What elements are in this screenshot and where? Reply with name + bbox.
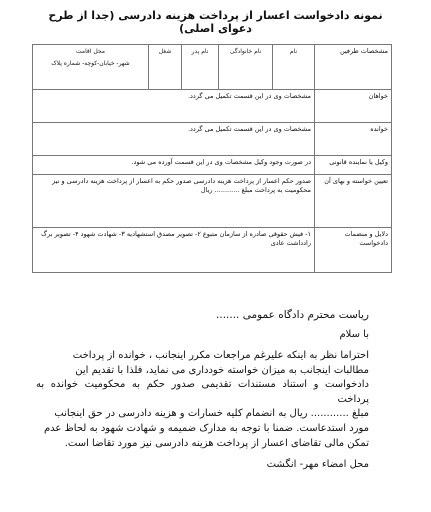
table-row (33, 90, 392, 123)
row-content-vakil: در صورت وجود وکیل مشخصات وی در این قسمت آورده می شود. (33, 156, 315, 175)
header-name: نام (273, 45, 315, 90)
letter-line: تمکن مالی تقاضای اعسار از پرداخت هزینه دادرسی نیز مورد تقاضا است. (64, 437, 369, 449)
letter-signature: محل امضاء مهر- انگشت (266, 459, 369, 470)
row-label-taeen: تعیین خواسته و بهای آن (315, 175, 392, 228)
letter-line: مبلغ ............ ریال به انضمام کلیه خسارات و هزینه دادرسی در حق اینجانب (54, 408, 369, 420)
header-family-name: نام خانوادگی (219, 45, 273, 90)
header-address-value: شهر- خیابان-کوچه- شماره پلاک (51, 60, 130, 67)
table-header-row (33, 45, 392, 90)
letter-line: احتراما نظر به اینکه علیرغم مراجعات مکرر اینجانب ، خوانده از پرداخت (72, 350, 369, 361)
row-content-khande: مشخصات وی در این قسمت تکمیل می گردد. (33, 123, 315, 156)
table-row (33, 123, 392, 156)
letter-salam: با سلام (339, 329, 369, 340)
letter-line: مورد استدعاست. ضمنا با توجه به مدارک ضمیمه و شهادت شهود به لحاظ عدم (43, 422, 369, 434)
row-content-dalayel: ۱- فیش حقوقی صادره از سازمان متبوع ۲- تصویر مصدق استشهادیه ۳- شهادت شهود ۴- تصویر برگ رادداشت عادی (33, 228, 315, 273)
row-label-dalayel: دلایل و منضمات دادخواست (315, 228, 392, 273)
table-row (33, 175, 392, 228)
letter-line: مطالبات اینجانب به میزان خواسته خودداری می نماید، فلذا با تقدیم این (75, 364, 369, 376)
row-label-vakil: وکیل یا نماینده قانونی (315, 156, 392, 175)
letter-line: دادخواست و استناد مستندات تقدیمی صدور حکم به محکومیت خوانده به پرداخت (36, 379, 369, 405)
header-job: شغل (149, 45, 182, 90)
header-address-cell (33, 45, 149, 90)
document-title: نمونه دادخواست اعسار از پرداخت هزینه دادرسی (جدا از طرح دعوای اصلی) (48, 9, 383, 35)
row-label-khahan: خواهان (315, 90, 392, 123)
header-address: محل اقامت (75, 48, 105, 55)
row-content-khahan: مشخصات وی در این قسمت تکمیل می گردد. (33, 90, 315, 123)
header-father-name: نام پدر (182, 45, 219, 90)
table-row (33, 228, 392, 273)
letter-greeting: ریاست محترم دادگاه عمومی ....... (216, 309, 369, 321)
row-content-taeen: صدور حکم اعسار از پرداخت هزینه دادرسی صدور حکم به اعسار از پرداخت هزینه دادرسی و نیز محکومیت به پرداخت مبلغ ............ ریال (33, 175, 315, 228)
row-label-khande: خوانده (315, 123, 392, 156)
table-row (33, 156, 392, 175)
petition-form-table (32, 44, 392, 273)
letter-body (36, 349, 369, 451)
header-moshakhasat: مشخصات طرفین (315, 45, 392, 90)
